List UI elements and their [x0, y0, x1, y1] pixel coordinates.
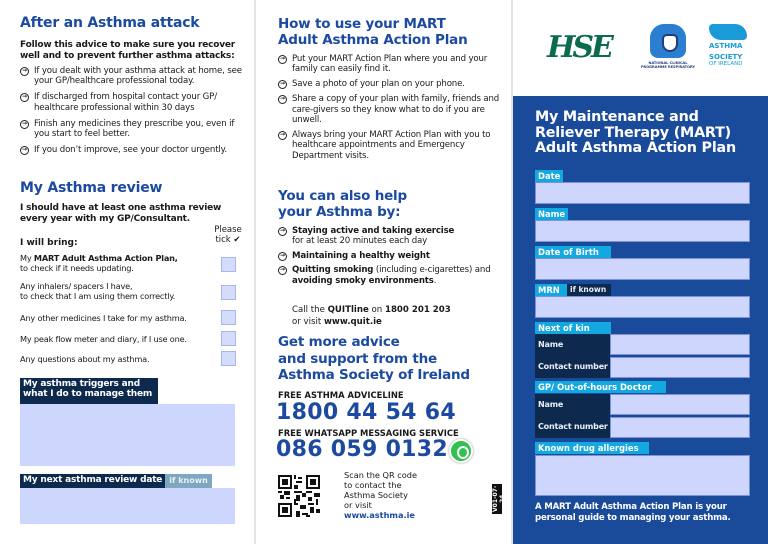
list-item: → Staying active and taking exercise for at least 20 minutes each day [278, 226, 503, 247]
ncp-respiratory-logo: NATIONAL CLINICAL PROGRAMME RESPIRATORY [638, 24, 698, 69]
bird-icon [709, 24, 747, 40]
nok-name-input[interactable] [610, 334, 750, 355]
list-item: → If you don’t improve, see your doctor urgently. [20, 145, 245, 155]
name-label: Name [535, 208, 568, 220]
gp-name-input[interactable] [610, 394, 750, 415]
after-attack-intro: Follow this advice to make sure you recover well and to prevent further asthma attacks: [20, 40, 236, 61]
panel-how-to-use [256, 0, 512, 544]
panel-cover [513, 0, 768, 544]
next-review-label-group [20, 474, 212, 488]
arrow-circle-icon: → [278, 266, 287, 275]
arrow-circle-icon: → [278, 252, 287, 261]
whatsapp-label: FREE WHATSAPP MESSAGING SERVICE [278, 428, 459, 438]
nok-name-label: Name [535, 334, 610, 356]
arrow-circle-icon: → [278, 95, 287, 104]
list-item: → Share a copy of your plan with family, friends and care-givers so they know what to do if you are unwell. [278, 94, 503, 125]
adviceline-number[interactable]: 1800 44 54 64 [276, 400, 456, 425]
quitline-info: Call the QUITline on 1800 201 203 or visit www.quit.ie [292, 305, 451, 327]
name-input[interactable] [535, 220, 750, 242]
after-attack-list [20, 66, 245, 161]
panel-after-attack [0, 0, 254, 544]
list-item: → Save a photo of your plan on your phone. [278, 79, 503, 89]
gp-contact-input[interactable] [610, 417, 750, 438]
version-code: V01-07-24 [492, 485, 506, 513]
quit-url-link[interactable]: www.quit.ie [323, 317, 382, 327]
gp-name-label: Name [535, 394, 610, 416]
mrn-label: MRN [535, 284, 567, 296]
bring-item-action-plan: My MART Adult Asthma Action Plan, to check if it needs updating. [20, 253, 245, 273]
list-item: → Quitting smoking (including e-cigarettes) and avoiding smoky environments. [278, 265, 503, 286]
list-item: → Finish any medicines they prescribe you, even if you start to feel better. [20, 119, 245, 140]
how-to-use-list [278, 54, 503, 166]
section-title-after-attack: After an Asthma attack [20, 15, 200, 31]
checkbox-inhalers[interactable] [221, 285, 236, 300]
checkbox-action-plan[interactable] [221, 257, 236, 272]
section-title-help: You can also help your Asthma by: [278, 188, 407, 220]
bring-label: I will bring: [20, 238, 78, 248]
list-item: → Maintaining a healthy weight [278, 251, 503, 261]
dob-input[interactable] [535, 258, 750, 280]
arrow-circle-icon: → [278, 227, 287, 236]
bring-item-questions: Any questions about my asthma. [20, 354, 245, 364]
gp-label: GP/ Out-of-hours Doctor [535, 381, 666, 393]
list-item: → Put your MART Action Plan where you and your family can easily find it. [278, 54, 503, 75]
nok-contact-input[interactable] [610, 357, 750, 378]
bring-item-peak-flow: My peak flow meter and diary, if I use one. [20, 334, 245, 344]
tick-header: Please tick ✔ [214, 225, 242, 245]
arrow-circle-icon: → [20, 93, 29, 102]
lungs-icon [650, 24, 686, 58]
plan-title: My Maintenance and Reliever Therapy (MART) Adult Asthma Action Plan [535, 109, 736, 156]
arrow-circle-icon: → [278, 80, 287, 89]
review-intro: I should have at least one asthma review every year with my GP/Consultant. [20, 203, 222, 224]
allergies-label: Known drug allergies [535, 442, 649, 454]
if-known-hint: if known [165, 474, 212, 488]
bring-item-medicines: Any other medicines I take for my asthma. [20, 313, 245, 323]
mrn-if-known-hint: if known [567, 284, 611, 296]
whatsapp-icon [449, 439, 473, 463]
plan-footer-text: A MART Adult Asthma Action Plan is your personal guide to managing your asthma. [535, 502, 731, 523]
list-item: → If you dealt with your asthma attack at home, see your GP/healthcare professional today. [20, 66, 245, 87]
gp-contact-label: Contact number [535, 416, 610, 438]
date-input[interactable] [535, 182, 750, 204]
triggers-label: My asthma triggers and what I do to manage them [20, 378, 158, 405]
section-title-review: My Asthma review [20, 180, 163, 196]
section-title-more-advice: Get more advice and support from the Asthma Society of Ireland [278, 334, 470, 383]
asthma-url-link[interactable]: www.asthma.ie [344, 510, 415, 520]
next-review-label: My next asthma review date [20, 474, 165, 488]
next-of-kin-label: Next of kin [535, 322, 611, 334]
help-list [278, 226, 503, 290]
mrn-input[interactable] [535, 296, 750, 318]
checkbox-questions[interactable] [221, 351, 236, 366]
section-title-how-to-use: How to use your MART Adult Asthma Action Plan [278, 16, 468, 48]
arrow-circle-icon: → [20, 146, 29, 155]
arrow-circle-icon: → [20, 67, 29, 76]
whatsapp-number[interactable]: 086 059 0132 [276, 437, 448, 462]
arrow-circle-icon: → [278, 131, 287, 140]
bring-item-inhalers: Any inhalers/ spacers I have, to check that I am using them correctly. [20, 281, 245, 301]
allergies-input[interactable] [535, 455, 750, 496]
checkbox-medicines[interactable] [221, 310, 236, 325]
arrow-circle-icon: → [278, 55, 287, 64]
adviceline-label: FREE ASTHMA ADVICELINE [278, 390, 404, 400]
list-item: → If discharged from hospital contact your GP/ healthcare professional within 30 days [20, 92, 245, 113]
logo-bar [513, 0, 768, 96]
checkbox-peak-flow[interactable] [221, 331, 236, 346]
nok-contact-label: Contact number [535, 356, 610, 378]
qr-code[interactable] [278, 470, 320, 522]
list-item: → Always bring your MART Action Plan with you to healthcare appointments and Emergency Department visits. [278, 130, 503, 161]
quitline-number: 1800 201 203 [384, 305, 451, 315]
asthma-society-logo: ASTHMA SOCIETY OF IRELAND [709, 24, 759, 67]
date-label: Date [535, 170, 563, 182]
hse-logo: HSE [547, 30, 611, 65]
dob-label: Date of Birth [535, 246, 611, 258]
scan-qr-text: Scan the QR code to contact the Asthma Society or visit www.asthma.ie [344, 470, 418, 520]
triggers-input[interactable] [20, 404, 235, 466]
arrow-circle-icon: → [20, 120, 29, 129]
next-review-date-input[interactable] [20, 488, 235, 524]
